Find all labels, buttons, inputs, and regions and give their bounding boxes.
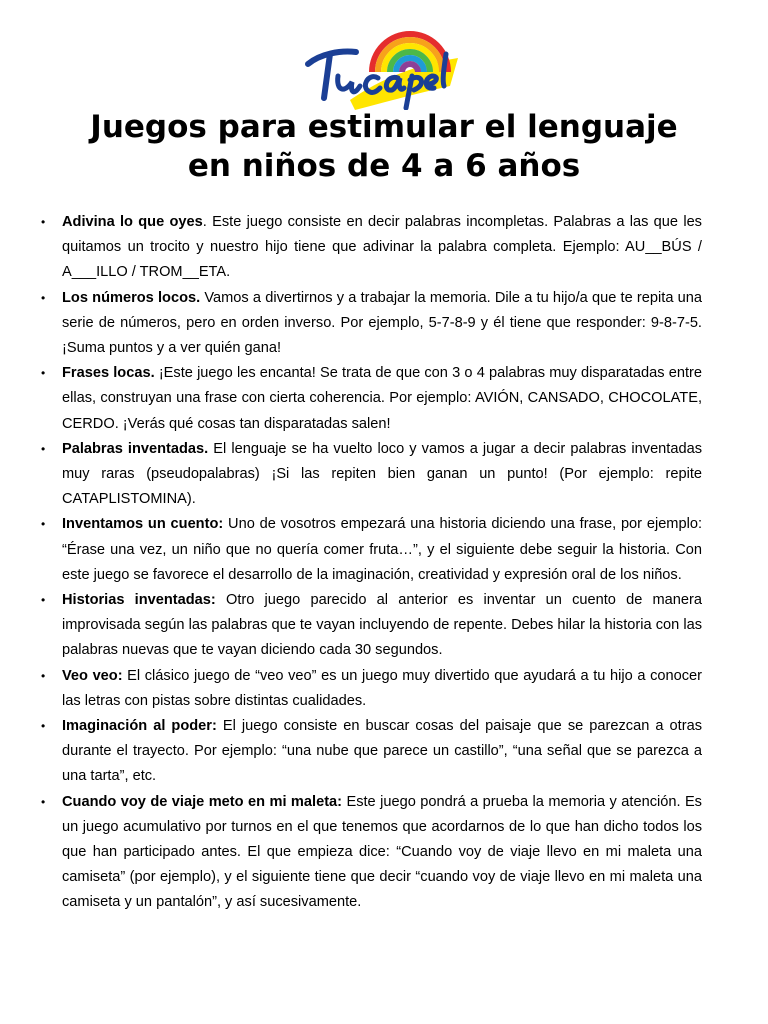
list-item-inventamos-cuento	[41, 512, 702, 588]
title-line-2: en niños de 4 a 6 años	[187, 148, 581, 184]
item-term: Veo veo:	[62, 667, 123, 684]
item-term: Imaginación al poder:	[62, 718, 217, 735]
bullet-icon: •	[41, 593, 46, 608]
list-item-palabras-inventadas	[41, 437, 703, 513]
bullet-icon: •	[41, 719, 46, 734]
item-text: El clásico juego de “veo veo” es un juego muy divertido que ayudará a tu hijo a conocer las letras con pistas sobre distintas cualidades.	[62, 667, 702, 709]
bullet-icon: •	[41, 794, 46, 809]
item-text: . Este juego consiste en decir palabras incompletas. Palabras a las que les quitamos un trocito y nuestro hijo tiene que adivinar la palabra completa. Ejemplo: AU__BÚS / A___ILLO / TROM__ETA.	[62, 214, 702, 281]
title-line-1: Juegos para estimular el lenguaje	[90, 109, 678, 145]
bullet-icon: •	[41, 441, 46, 456]
item-term: Los números locos.	[62, 289, 201, 306]
item-text: Este juego pondrá a prueba la memoria y atención. Es un juego acumulativo por turnos en el que tenemos que acordarnos de lo que han dicho todos los que han participado antes. El que empieza dice: “Cuando voy de viaje llevo en mi maleta una camiseta” (por ejemplo), y el siguiente tiene que decir “cuando voy de viaje llevo en mi maleta una camiseta y un pantalón”, y así sucesivamente.	[62, 793, 702, 911]
list-item-numeros-locos	[41, 286, 702, 362]
item-term: Frases locas.	[62, 365, 155, 382]
bullet-icon: •	[41, 517, 46, 532]
item-term: Inventamos un cuento:	[62, 516, 224, 533]
list-item-maleta	[41, 790, 702, 916]
bullet-icon: •	[41, 215, 46, 229]
item-text: ¡Este juego les encanta! Se trata de que con 3 o 4 palabras muy disparatadas entre ellas, construyan una frase con cierta coherencia. Por ejemplo: AVIÓN, CANSADO, CHOCOLATE, CERDO. ¡Verás qué cosas tan disparatadas salen!	[62, 365, 702, 432]
page-title	[0, 108, 768, 186]
bullet-icon: •	[41, 290, 46, 305]
item-text: Otro juego parecido al anterior es inventar un cuento de manera improvisada según las palabras que te vayan incluyendo de repente. Debes hilar la historia con las palabras nuevas que te vayan diciendo cada 30 segundos.	[62, 592, 703, 659]
list-item-frases-locas	[41, 361, 702, 437]
item-text: El lenguaje se ha vuelto loco y vamos a jugar a decir palabras inventadas muy raras (pseudopalabras) ¡Si las repiten bien ganan un punto! (Por ejemplo: repite CATAPLISTOMINA).	[62, 440, 703, 508]
item-text: Vamos a divertirnos y a trabajar la memoria. Dile a tu hijo/a que te repita una serie de números, pero en orden inverso. Por ejemplo, 5-7-8-9 y él tiene que responder: 9-8-7-5. ¡Suma puntos y a ver quién gana!	[62, 289, 702, 357]
item-term: Cuando voy de viaje meto en mi maleta:	[62, 793, 343, 810]
item-term: Palabras inventadas.	[62, 440, 209, 457]
item-text: Uno de vosotros empezará una historia diciendo una frase, por ejemplo: “Érase una vez, un niño que no quería comer fruta…”, y el siguiente debe seguir la historia. Con este juego se favorece el desarrollo de la imaginación, creatividad y expresión oral de los niños.	[62, 516, 702, 583]
item-text: El juego consiste en buscar cosas del paisaje que se parezcan a otras durante el trayecto. Por ejemplo: “una nube que parece un castillo”, “una señal que se parezca a una tarta”, etc.	[62, 718, 702, 785]
tucapel-logo-graphic	[300, 28, 462, 110]
list-item-veo-veo	[41, 664, 702, 714]
item-term: Adivina lo que oyes	[62, 214, 203, 230]
list-item-adivina	[41, 210, 702, 286]
games-list	[41, 210, 703, 916]
item-term: Historias inventadas:	[62, 592, 216, 609]
list-item-historias-inventadas	[41, 588, 703, 664]
bullet-icon: •	[41, 668, 46, 683]
list-item-imaginacion	[41, 714, 702, 790]
tucapel-logo	[300, 28, 462, 110]
bullet-icon: •	[41, 366, 46, 381]
